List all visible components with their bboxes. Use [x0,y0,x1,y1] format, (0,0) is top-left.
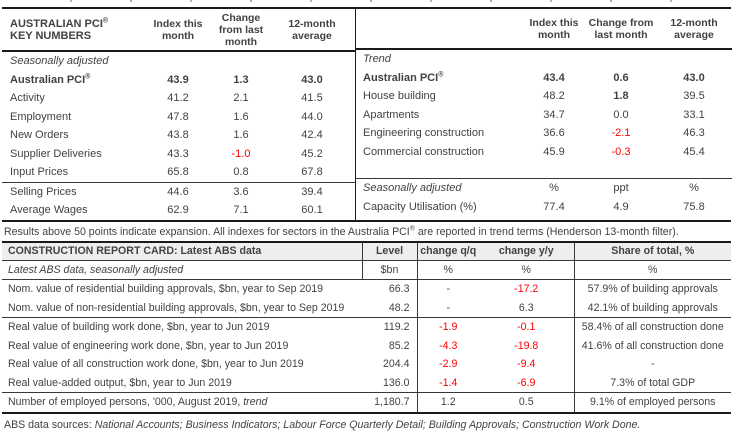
report-card-header-row [2,242,731,261]
change-value: 1.6 [233,129,249,142]
sources-prefix: ABS data sources: [4,418,95,431]
change-value: 1.6 [233,110,249,123]
table-row [2,393,731,413]
change-value: 3.6 [213,182,269,201]
index-value: 41.2 [167,92,189,105]
change-yy-value: 6.3 [479,299,574,318]
table-row [2,145,355,164]
share-value: 57.9% of building approvals [587,283,718,296]
average-value: 67.8 [301,166,323,179]
pci-trend-panel [356,9,732,220]
col-header-change-from-last-month: Change from last month [213,9,269,51]
average-value: 33.1 [683,108,705,121]
change-yy-value: 0.5 [479,393,574,413]
unit-bn: $bn [362,260,417,280]
index-value: 44.6 [143,182,213,201]
table-row [2,126,355,145]
level-value: 48.2 [362,299,417,318]
share-value: 7.3% of total GDP [610,376,696,389]
change-value: -1.0 [231,147,251,160]
table-row [2,299,731,318]
row-label: Selling Prices [2,182,143,201]
change-value: 7.1 [233,204,249,217]
row-label: Employment [10,110,72,123]
share-value: 41.6% of all construction done [581,339,724,352]
col-header-change-from-last-month: Change from last month [586,9,656,49]
average-value: 39.5 [683,90,705,103]
unit-percent: % [479,260,574,280]
change-qq-value: -4.3 [439,339,458,352]
index-value: 34.7 [543,108,565,121]
unit-ppt: ppt [586,179,656,198]
registered-mark: ® [85,73,91,81]
row-label: Real value-added output, $bn, year to Jun 2019 [8,376,232,389]
change-yy-value: -0.1 [479,318,574,337]
pci-seasonally-adjusted-panel [2,9,356,220]
table-row [2,374,731,393]
index-value: 47.8 [167,110,189,123]
table-row [2,337,731,356]
index-value: 43.8 [167,129,189,142]
change-value: 0.0 [613,108,629,121]
table-row [356,87,732,106]
row-label: Average Wages [10,204,88,217]
row-label: Real value of engineering work done, $bn, year to Jun 2019 [8,339,289,352]
average-value: 43.0 [301,73,323,86]
col-header-change-yy: change y/y [479,242,574,261]
table-title-line2: KEY NUMBERS [10,30,92,42]
change-yy-value: -6.9 [479,374,574,393]
table-row [356,143,732,162]
empty-header-cell [356,9,522,49]
average-value: 39.4 [269,182,355,201]
table-row [2,318,731,337]
level-value: 204.4 [362,355,417,374]
registered-mark: ® [409,224,415,232]
table-row [2,71,355,90]
report-card-title: CONSTRUCTION REPORT CARD: Latest ABS data [2,242,362,261]
row-label: Number of employed persons, '000, August 2019, trend [2,393,362,413]
table-row [356,69,732,88]
share-value: - [650,358,655,371]
change-qq-value: -1.4 [439,376,458,389]
index-value: 43.3 [167,147,189,160]
level-value: 1,180.7 [362,393,417,413]
row-label: Real value of all construction work done, $bn, year to Jun 2019 [8,358,304,371]
row-label: Australian PCI® [10,73,91,86]
row-label: Real value of building work done, $bn, year to Jun 2019 [2,318,362,337]
share-value: 42.1% of building approvals [587,301,718,314]
section-row-seasonally-adjusted-units [356,179,732,198]
index-value: 62.9 [167,204,189,217]
section-label: Seasonally adjusted [10,55,109,68]
change-qq-value: 1.2 [417,393,479,413]
pci-key-numbers-section [2,7,731,222]
row-label: Nom. value of residential building approvals, $bn, year to Sep 2019 [8,283,324,296]
table-row [356,106,732,125]
col-header-change-qq: change q/q [417,242,479,261]
table-row [2,163,355,182]
change-value: 0.6 [613,71,629,84]
change-yy-value: -9.4 [479,355,574,374]
row-label: Nom. value of non-residential building approvals, $bn, year to Sep 2019 [8,301,345,314]
unit-percent: % [656,179,732,198]
section-row-seasonally-adjusted [2,51,355,71]
col-header-level: Level [362,242,417,261]
change-value: 2.1 [233,92,249,105]
row-label-italic: trend [243,396,268,409]
note-text-part1: Results above 50 points indicate expansion. All indexes for sectors in the Australia PCI [4,225,410,238]
average-value: 45.2 [301,147,323,160]
row-label: Engineering construction [363,127,485,140]
col-header-12-month-average: 12-month average [269,9,355,51]
row-label: Supplier Deliveries [10,147,102,160]
row-label: House building [363,90,436,103]
index-value: 36.6 [543,127,565,140]
row-label: Capacity Utilisation (%) [363,200,477,213]
row-label: New Orders [10,129,69,142]
table-row [2,201,355,220]
index-value: 65.8 [167,166,189,179]
units-row-label: Latest ABS data, seasonally adjusted [2,260,362,280]
index-value: 48.2 [543,90,565,103]
index-value: 43.4 [543,71,565,84]
unit-percent: % [417,260,479,280]
level-value: 136.0 [362,374,417,393]
row-label: Input Prices [10,166,69,179]
table-row [356,198,732,217]
average-value: 41.5 [301,92,323,105]
index-value: 43.9 [167,73,189,86]
average-value: 42.4 [301,129,323,142]
blank-row [356,161,732,179]
sources-list: National Accounts; Business Indicators; Labour Force Quarterly Detail; Building Approvals; Construction Work Done. [94,418,641,431]
table-row [356,124,732,143]
col-header-index-this-month: Index this month [143,9,213,51]
change-value: 1.3 [233,73,249,86]
registered-mark: ® [102,16,109,24]
section-label: Seasonally adjusted [356,179,522,198]
row-label: Activity [10,92,45,105]
row-label: Commercial construction [363,145,485,158]
change-value: -2.1 [611,127,631,140]
unit-percent: % [522,179,586,198]
col-header-share-of-total: Share of total, % [574,242,731,261]
index-value: 45.9 [543,145,565,158]
table-row [2,89,355,108]
index-value: 77.4 [543,200,565,213]
average-value: 60.1 [301,204,323,217]
change-value: -0.3 [611,145,631,158]
average-value: 45.4 [683,145,705,158]
change-yy-value: -19.8 [479,337,574,356]
table-row [2,280,731,299]
average-value: 75.8 [683,200,705,213]
construction-report-card-table [2,241,731,414]
change-qq-value: - [446,283,451,296]
col-header-12-month-average: 12-month average [656,9,732,49]
registered-mark: ® [438,71,444,79]
table-row [2,108,355,127]
average-value: 44.0 [301,110,323,123]
change-value: 1.8 [613,90,629,103]
table-row [2,355,731,374]
report-card-units-row [2,260,731,280]
change-value: 4.9 [613,200,629,213]
change-yy-value: -17.2 [479,280,574,299]
pci-trend-table [356,9,732,216]
section-row-trend [356,49,732,69]
change-qq-value: - [446,301,451,314]
cropped-text-remnant [2,0,731,7]
unit-percent: % [574,260,731,280]
pci-key-numbers-table [2,9,355,220]
row-label: Apartments [363,108,420,121]
row-label: Australian PCI® [363,71,444,84]
table-title [2,9,143,51]
table-row [2,182,355,201]
average-value: 43.0 [683,71,705,84]
note-text-part2: are reported in trend terms (Henderson 13-month filter). [414,225,679,238]
table-title-line1: AUSTRALIAN PCI [10,17,103,30]
share-value: 58.4% of all construction done [574,318,731,337]
col-header-index-this-month: Index this month [522,9,586,49]
change-qq-value: -1.9 [417,318,479,337]
section-label: Trend [363,53,391,66]
level-value: 85.2 [362,337,417,356]
level-value: 119.2 [362,318,417,337]
expansion-note [2,222,731,241]
share-value: 9.1% of employed persons [574,393,731,413]
average-value: 46.3 [683,127,705,140]
level-value: 66.3 [362,280,417,299]
change-qq-value: -2.9 [439,358,458,371]
change-value: 0.8 [233,166,249,179]
abs-data-sources [2,414,731,431]
